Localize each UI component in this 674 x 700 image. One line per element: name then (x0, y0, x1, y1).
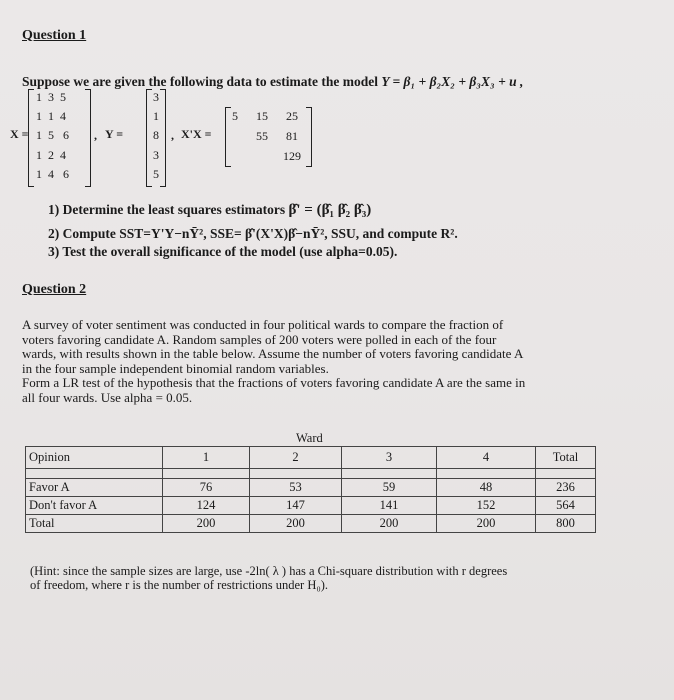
separator: , (171, 128, 174, 142)
value-cell: 59 (342, 479, 437, 497)
xtx-label: X'X = (181, 127, 212, 141)
paragraph-line: wards, with results shown in the table below. Assume the number of voters favoring candidate A (22, 346, 524, 361)
estimator-equation: β̂' = (β̂₁ β̂₂ β̂₃) (288, 202, 372, 218)
value-cell: 200 (437, 515, 536, 533)
value-cell: 76 (163, 479, 250, 497)
hint-line: (Hint: since the sample sizes are large, use -2ln( λ ) has a Chi-square distribution with r degrees (30, 564, 508, 578)
voter-table (25, 446, 596, 533)
q2-paragraph (22, 318, 525, 405)
y-bracket-left (146, 89, 152, 187)
q1-item-3 (48, 244, 397, 260)
spacer-row (26, 469, 596, 479)
q1-item-1 (48, 202, 371, 218)
q1-intro-text: Suppose we are given the following data to estimate the model (22, 74, 378, 89)
paragraph-line: all four wards. Use alpha = 0.05. (22, 389, 193, 405)
opinion-cell: Don't favor A (26, 497, 163, 515)
x-bracket-left (28, 89, 34, 187)
xtx-cell: 129 (283, 149, 301, 163)
separator: , (94, 128, 97, 142)
x-row: 1 5 6 (36, 128, 69, 142)
value-cell: 147 (250, 497, 342, 515)
header-cell: 2 (250, 447, 342, 469)
value-cell: 200 (250, 515, 342, 533)
paragraph-line: Form a LR test of the hypothesis that the fractions of voters favoring candidate A are the same in (22, 375, 526, 390)
q1-item-2 (48, 226, 458, 242)
value-cell: 800 (536, 515, 596, 533)
item-number: 3) (48, 244, 60, 259)
y-value: 3 (153, 148, 159, 162)
value-cell: 200 (163, 515, 250, 533)
header-cell: 1 (163, 447, 250, 469)
y-value: 1 (153, 109, 159, 123)
hint-text (30, 564, 507, 592)
opinion-cell: Favor A (26, 479, 163, 497)
header-cell: 4 (437, 447, 536, 469)
y-value: 3 (153, 90, 159, 104)
paragraph-line: in the four sample independent binomial random variables. (22, 360, 329, 376)
opinion-cell: Total (26, 515, 163, 533)
y-label: Y = (105, 127, 124, 141)
x-row: 1 3 5 (36, 90, 66, 104)
xtx-cell: 81 (286, 129, 298, 143)
item-text: Compute SST=Y'Y−nȲ², SSE= β̂'(X'X)β̂−nȲ², SSU, and compute R². (62, 226, 458, 241)
paragraph-line: voters favoring candidate A. Random samples of 200 voters were polled in each of the four (22, 331, 497, 347)
header-cell: 3 (342, 447, 437, 469)
x-label: X = (10, 127, 29, 141)
y-value: 5 (153, 167, 159, 181)
x-row: 1 4 6 (36, 167, 69, 181)
xtx-cell: 25 (286, 109, 298, 123)
question-2-heading: Question 2 (22, 282, 87, 297)
header-cell: Opinion (26, 447, 163, 469)
value-cell: 48 (437, 479, 536, 497)
header-cell: Total (536, 447, 596, 469)
x-row: 1 2 4 (36, 148, 66, 162)
value-cell: 141 (342, 497, 437, 515)
xtx-cell: 55 (256, 129, 268, 143)
value-cell: 200 (342, 515, 437, 533)
x-bracket-right (85, 89, 91, 187)
question-1-heading: Question 1 (22, 28, 87, 43)
value-cell: 564 (536, 497, 596, 515)
x-row: 1 1 4 (36, 109, 66, 123)
item-number: 2) (48, 226, 60, 241)
q1-intro (22, 74, 523, 90)
table-header-row (26, 447, 596, 469)
value-cell: 124 (163, 497, 250, 515)
y-bracket-right (160, 89, 166, 187)
xtx-cell: 15 (256, 109, 268, 123)
hint-line: of freedom, where r is the number of restrictions under H₀). (30, 578, 329, 592)
xtx-cell: 5 (232, 109, 238, 123)
ward-label: Ward (296, 431, 323, 445)
table-row (26, 479, 596, 497)
table-row (26, 515, 596, 533)
item-text: Determine the least squares estimators (62, 202, 286, 217)
paragraph-line: A survey of voter sentiment was conducted in four political wards to compare the fraction of (22, 317, 504, 332)
xtx-bracket-right (306, 107, 312, 167)
value-cell: 152 (437, 497, 536, 515)
model-equation: Y = β₁ + β₂X₂ + β₃X₃ + u , (381, 74, 524, 89)
value-cell: 236 (536, 479, 596, 497)
item-number: 1) (48, 202, 60, 217)
table-row (26, 497, 596, 515)
value-cell: 53 (250, 479, 342, 497)
y-value: 8 (153, 128, 159, 142)
item-text: Test the overall significance of the model (use alpha=0.05). (62, 244, 398, 259)
xtx-bracket-left (225, 107, 231, 167)
